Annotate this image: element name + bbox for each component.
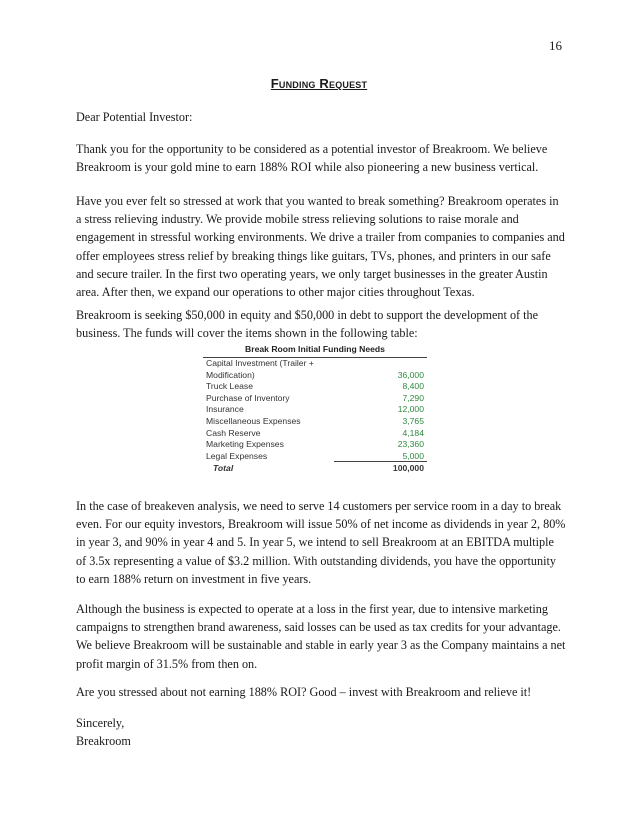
funding-table-row [203,370,427,382]
funding-table-row [203,416,427,428]
signature: Breakroom [76,734,131,748]
paragraph-business-description: Have you ever felt so stressed at work that you wanted to break something? Breakroom operates in a stress relieving industry. We provide mobile stress relieving solutions to raise morale and engagement in stressful working environments. We drive a trailer from companies to companies and offer employees stress relief by breaking things like guitars, TVs, phones, and printers in our safe and secure trailer. In the first two operating years, we only target businesses in the greater Austin area. After then, we expand our operations to other major cities throughout Texas. [76,194,565,300]
funding-table-row [203,404,427,416]
funding-row-value: 23,360 [397,439,424,450]
funding-table-row [203,451,427,463]
funding-table-title: Break Room Initial Funding Needs [203,343,427,358]
funding-table [203,343,427,474]
funding-table-row [203,428,427,440]
funding-table-row [203,381,427,393]
paragraph-profitability: Although the business is expected to operate at a loss in the first year, due to intensive marketing campaigns to strengthen brand awareness, said losses can be used as tax credits for your advantage. We believe Breakroom will be sustainable and stable in early year 3 as the Company maintains a net profit margin of 31.5% from then on. [76,602,566,671]
page-title: Funding Request [270,76,368,91]
funding-row-label: Miscellaneous Expenses [206,415,301,426]
paragraph-funding-ask: Breakroom is seeking $50,000 in equity and $50,000 in debt to support the development of the business. The funds will cover the items shown in the following table: [76,308,539,341]
paragraph-breakeven: In the case of breakeven analysis, we need to serve 14 customers per service room in a day to break even. For our equity investors, Breakroom will issue 50% of net income as dividends in year 2, 80% in year 3, and 90% in year 4 and 5. In year 5, we intend to sell Breakroom at an EBITDA multiple of 3.5x representing a value of $3.2 million. With outstanding dividends, you have the opportunity to earn 188% return on investment in five years. [76,499,566,586]
closing: Sincerely, [76,716,125,730]
funding-row-value [424,358,427,370]
funding-row-value: 3,765 [402,415,424,426]
funding-row-label: Marketing Expenses [206,439,284,450]
page-number: 16 [549,38,562,53]
funding-row-value: 12,000 [397,404,424,415]
funding-row-value: 8,400 [402,381,424,392]
greeting: Dear Potential Investor: [76,110,193,124]
funding-row-value: 36,000 [397,369,424,380]
paragraph-call-to-action: Are you stressed about not earning 188% ROI? Good – invest with Breakroom and relieve it! [76,685,532,699]
funding-row-label: Purchase of Inventory [206,392,290,403]
funding-row-value: 7,290 [402,392,424,403]
funding-table-row [203,393,427,405]
funding-total-value: 100,000 [392,463,424,474]
funding-table-row [203,439,427,451]
funding-table-total-row [203,462,427,474]
funding-row-value: 5,000 [334,451,427,463]
funding-table-row [203,358,427,370]
funding-row-label: Cash Reserve [206,427,261,438]
funding-row-label: Legal Expenses [206,450,268,461]
funding-row-label: Modification) [206,369,255,380]
funding-row-label: Truck Lease [206,381,253,392]
funding-row-label: Capital Investment (Trailer + [206,358,314,368]
funding-total-label: Total [213,463,234,474]
funding-row-label: Insurance [206,404,244,415]
paragraph-intro: Thank you for the opportunity to be considered as a potential investor of Breakroom. We believe Breakroom is your gold mine to earn 188% ROI while also pioneering a new business vertical. [76,142,548,175]
funding-row-value: 4,184 [402,427,424,438]
